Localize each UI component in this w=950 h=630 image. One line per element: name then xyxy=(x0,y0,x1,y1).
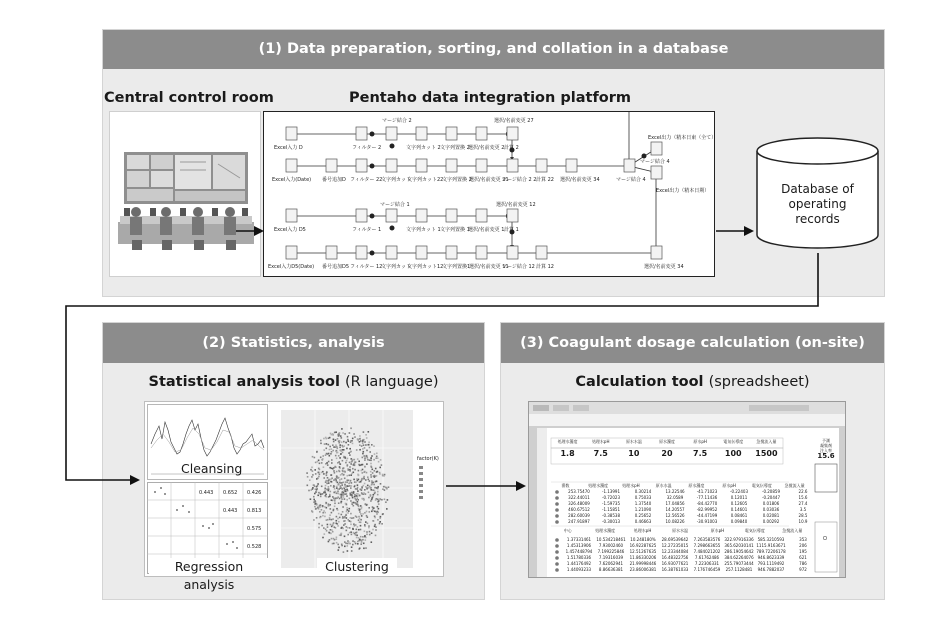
database-label-line-1: Database of xyxy=(781,182,854,196)
sheet-data-cell: 28.69539642 xyxy=(661,537,689,542)
svg-text:選択/名前変更 2: 選択/名前変更 2 xyxy=(468,145,505,151)
sheet-header-cell: 急撹流入量 xyxy=(782,528,803,533)
sheet-data-cell: 7.176746459 xyxy=(693,567,721,572)
sheet-data-cell: 0.30214 xyxy=(634,489,652,494)
sheet-data-cell: 1.37331461 xyxy=(566,537,592,542)
svg-text:Excel入力 D5: Excel入力 D5 xyxy=(274,227,306,233)
svg-text:Excel入力D5(Date): Excel入力D5(Date) xyxy=(268,264,315,270)
sheet-data-cell: 16.92287625 xyxy=(629,543,657,548)
sheet-data-cell: 972 xyxy=(799,567,807,572)
sheet-data-cell: 0.46663 xyxy=(634,519,652,524)
sheet-data-cell: -30.91003 xyxy=(696,519,718,524)
cleansing-caption: Cleansing xyxy=(181,461,243,476)
sheet-data-cell: 21.99998446 xyxy=(629,561,657,566)
sheet-data-cell: 7.93002460 xyxy=(598,543,624,548)
svg-text:文字列カット: 文字列カット xyxy=(381,177,411,183)
svg-text:計算 2: 計算 2 xyxy=(504,145,519,151)
control-room-label: Central control room xyxy=(104,90,274,106)
sheet-data-cell: -82.99952 xyxy=(696,507,718,512)
svg-text:文字列カット22: 文字列カット22 xyxy=(407,177,444,183)
sheet-data-cell: 7.62062941 xyxy=(598,561,624,566)
svg-text:選択/名前変更 34: 選択/名前変更 34 xyxy=(560,177,600,183)
panel-3-title: (3) Coagulant dosage calculation (on-site) xyxy=(501,323,884,363)
sheet-data-cell: 7.19316039 xyxy=(598,555,624,560)
svg-text:マージ結合 1: マージ結合 1 xyxy=(380,202,410,208)
sheet-header-cell: 原水pH xyxy=(722,483,736,488)
sheet-data-cell: 8.86636381 xyxy=(598,567,624,572)
calculation-tool-type: (spreadsheet) xyxy=(708,374,810,390)
sheet-data-cell: 16.38761033 xyxy=(661,567,689,572)
sheet-data-cell: 0.12011 xyxy=(730,495,748,500)
svg-text:文字列置換 2: 文字列置換 2 xyxy=(442,177,472,183)
sheet-data-cell: 0.12605 xyxy=(730,501,748,506)
svg-text:フィルター 22: フィルター 22 xyxy=(350,177,383,183)
sheet-data-cell: 206 xyxy=(799,543,807,548)
clustering-caption: Clustering xyxy=(317,558,397,576)
sheet-header-cell: 処理水pH xyxy=(591,439,610,444)
sheet-data-cell: -84.42770 xyxy=(696,501,718,506)
sheet-data-cell: 0.03036 xyxy=(762,507,780,512)
sheet-header-cell: 原水濁度 xyxy=(658,439,675,444)
svg-text:選択/名前変更 27: 選択/名前変更 27 xyxy=(494,118,534,124)
sheet-data-cell: 460.67512 xyxy=(568,507,590,512)
svg-text:計算 22: 計算 22 xyxy=(536,177,554,183)
regression-value: 0.652 xyxy=(223,490,238,496)
sheet-data-cell: -77.11436 xyxy=(696,495,718,500)
sheet-header-cell: 急撹流入量 xyxy=(784,483,805,488)
svg-text:フィルター 12: フィルター 12 xyxy=(350,264,383,270)
sheet-data-cell: 13.22546 xyxy=(665,489,685,494)
sheet-header-cell: 電気伝導度 xyxy=(751,483,772,488)
sheet-data-cell: 789.72206178 xyxy=(756,549,786,554)
svg-text:選択/名前変更 1: 選択/名前変更 1 xyxy=(468,227,505,233)
sheet-value-cell: 7.5 xyxy=(693,449,708,458)
svg-text:マージ結合 2 2: マージ結合 2 2 xyxy=(502,177,537,183)
sheet-header-cell: 電気伝導度 xyxy=(744,528,765,533)
sheet-data-cell: 793.1119492 xyxy=(757,561,785,566)
sheet-data-cell: 7.298663655 xyxy=(693,543,721,548)
sheet-data-cell: -1.59735 xyxy=(602,501,620,506)
svg-text:番号追加D: 番号追加D xyxy=(322,177,346,183)
svg-text:選択/名前変更 12: 選択/名前変更 12 xyxy=(496,202,536,208)
sheet-value-cell: 10 xyxy=(628,449,640,458)
calculation-tool-name: Calculation tool xyxy=(575,374,704,390)
sheet-data-cell: 23.86006381 xyxy=(629,567,657,572)
svg-text:番号追加D5: 番号追加D5 xyxy=(322,264,350,270)
sheet-data-cell: 14.20557 xyxy=(665,507,685,512)
sheet-result-value: 15.6 xyxy=(817,452,835,460)
sheet-data-cell: 0.14601 xyxy=(730,507,748,512)
sheet-data-cell: 7.484021202 xyxy=(693,549,721,554)
statistical-tool-name: Statistical analysis tool xyxy=(148,374,340,390)
sheet-header-cell: 番数 xyxy=(561,483,570,488)
sheet-data-cell: 27.4 xyxy=(798,501,808,506)
sheet-header-cell: 原水水温 xyxy=(671,528,688,533)
regression-value: 0.575 xyxy=(247,526,262,532)
svg-text:文字列カット: 文字列カット xyxy=(381,264,411,270)
sheet-data-cell: 7.22306331 xyxy=(694,561,720,566)
sheet-data-cell: 22.6 xyxy=(798,489,808,494)
regression-value: 0.426 xyxy=(247,490,262,496)
svg-text:文字列カット12: 文字列カット12 xyxy=(407,264,444,270)
svg-text:マージ結合 2: マージ結合 2 xyxy=(382,118,412,124)
svg-text:選択/名前変更 34: 選択/名前変更 34 xyxy=(644,264,684,270)
sheet-data-cell: -1.13991 xyxy=(602,489,620,494)
sheet-value-cell: 1.8 xyxy=(560,449,575,458)
clustering-axis-title: factor(K) xyxy=(417,456,439,462)
statistical-tool-language: (R language) xyxy=(344,374,439,390)
sheet-header-cell: 原水水温 xyxy=(625,439,642,444)
sheet-data-cell: 1.457448794 xyxy=(565,549,593,554)
sheet-data-cell: 195 xyxy=(799,549,807,554)
regression-value: 0.813 xyxy=(247,508,262,514)
svg-text:文字列カット 1: 文字列カット 1 xyxy=(406,227,441,233)
sheet-value-cell: 1500 xyxy=(755,449,778,458)
sheet-value-cell: 100 xyxy=(724,449,742,458)
sheet-data-cell: 946.8623339 xyxy=(757,555,785,560)
sheet-data-cell: 1.51780336 xyxy=(566,555,592,560)
sheet-header-cell: 原水pH xyxy=(693,439,707,444)
sheet-data-cell: 0.01806 xyxy=(762,501,780,506)
sheet-data-cell: 17.04856 xyxy=(665,501,685,506)
sheet-data-cell: 12.51267635 xyxy=(629,549,657,554)
sheet-data-cell: 0.75033 xyxy=(634,495,652,500)
sheet-data-cell: -0.20447 xyxy=(762,495,780,500)
sheet-data-cell: 16.48322756 xyxy=(661,555,689,560)
sheet-data-cell: 384.62264076 xyxy=(724,555,754,560)
sheet-data-cell: 286.19054642 xyxy=(724,549,754,554)
sheet-data-cell: 0.02081 xyxy=(762,513,780,518)
regression-caption: Regression analysis xyxy=(149,558,269,576)
sheet-result-label-line: 注入率 xyxy=(820,448,832,453)
sheet-header-cell: 原水水温 xyxy=(655,483,672,488)
sheet-data-cell: 7.263583576 xyxy=(693,537,721,542)
sheet-data-cell: 7.199225846 xyxy=(597,549,625,554)
svg-text:Excel入力 D: Excel入力 D xyxy=(274,145,303,151)
sheet-data-cell: 257.1128481 xyxy=(725,567,753,572)
sheet-data-cell: 10.08226 xyxy=(665,519,685,524)
sheet-data-cell: 15.6 xyxy=(798,495,808,500)
sheet-data-cell: 247.91897 xyxy=(568,519,590,524)
sheet-data-cell: 3.5 xyxy=(799,507,807,512)
sheet-header-cell: 原水濁度 xyxy=(688,483,705,488)
sheet-data-cell: 7.61762486 xyxy=(694,555,720,560)
database-label-line-2: operating xyxy=(788,197,847,211)
sheet-data-cell: 10.9 xyxy=(798,519,808,524)
svg-text:フィルター 2: フィルター 2 xyxy=(352,145,382,151)
svg-text:文字列置換 2: 文字列置換 2 xyxy=(440,145,470,151)
sheet-data-cell: 12.27235015 xyxy=(661,543,689,548)
panel-1-title: (1) Data preparation, sorting, and collation in a database xyxy=(103,30,884,69)
regression-value: 0.443 xyxy=(199,490,214,496)
sheet-header-cell: 原水pH xyxy=(710,528,725,533)
svg-text:計算 1: 計算 1 xyxy=(504,227,519,233)
sheet-header-cell: 処理水濁度 xyxy=(595,528,616,533)
sheet-data-cell: 0.09840 xyxy=(730,519,748,524)
sheet-data-cell: 786 xyxy=(799,561,807,566)
sheet-data-cell: 326.48009 xyxy=(568,501,590,506)
sheet-data-cell: 12.23344084 xyxy=(661,549,689,554)
svg-text:Excel出力（精本日東（全て））: Excel出力（精本日東（全て）） xyxy=(648,135,713,141)
sheet-data-cell: 10.534218461 xyxy=(596,537,626,542)
sheet-data-cell: 253.75470 xyxy=(568,489,590,494)
svg-text:文字列置換1: 文字列置換1 xyxy=(442,264,471,270)
sheet-header-cell: 電気伝導度 xyxy=(723,439,744,444)
arrow-database-to-statistics xyxy=(66,253,818,480)
sheet-data-cell: 28.5 xyxy=(798,513,808,518)
sheet-header-cell: 処理水pH xyxy=(633,528,652,533)
regression-value: 0.528 xyxy=(247,544,262,550)
sheet-data-cell: 353 xyxy=(799,537,807,542)
sheet-data-cell: 1.21090 xyxy=(634,507,652,512)
sheet-data-cell: 621 xyxy=(799,555,807,560)
sheet-data-cell: -1.15851 xyxy=(602,507,620,512)
sheet-data-cell: 322.97916336 xyxy=(724,537,754,542)
sheet-data-cell: 1.37540 xyxy=(634,501,652,506)
svg-text:マージ結合 4: マージ結合 4 xyxy=(616,177,646,183)
sheet-data-cell: 1.45313906 xyxy=(566,543,592,548)
svg-text:計算 12: 計算 12 xyxy=(536,264,554,270)
sheet-data-cell: -0.38538 xyxy=(602,513,620,518)
sheet-header-cell: 中心 xyxy=(563,528,572,533)
sheet-header-cell: 急撹流入量 xyxy=(756,439,777,444)
sheet-header-cell: 処理水濁度 xyxy=(588,483,609,488)
sheet-data-cell: 282.60039 xyxy=(568,513,590,518)
sheet-header-cell: 処理水pH xyxy=(622,483,640,488)
sheet-data-cell: 365.62030141 xyxy=(724,543,754,548)
sheet-data-cell: 1.44176492 xyxy=(566,561,592,566)
sheet-value-cell: 7.5 xyxy=(593,449,608,458)
svg-text:選択/名前変更 11: 選択/名前変更 11 xyxy=(469,264,509,270)
svg-text:文字列カット 2: 文字列カット 2 xyxy=(406,145,441,151)
sheet-data-cell: 1.44093233 xyxy=(566,567,592,572)
sheet-data-cell: -41.71023 xyxy=(696,489,718,494)
sheet-data-cell: -0.22403 xyxy=(730,489,748,494)
panel-2-title: (2) Statistics, analysis xyxy=(103,323,484,363)
svg-text:選択/名前変更 21: 選択/名前変更 21 xyxy=(469,177,509,183)
sheet-value-cell: 20 xyxy=(661,449,673,458)
svg-text:フィルター 1: フィルター 1 xyxy=(352,227,382,233)
sheet-data-cell: 0.08461 xyxy=(730,513,748,518)
svg-text:マージ結合 12: マージ結合 12 xyxy=(502,264,535,270)
database-label-line-3: records xyxy=(795,212,840,226)
pentaho-label: Pentaho data integration platform xyxy=(349,90,631,106)
sheet-header-cell: 処理水濁度 xyxy=(557,439,578,444)
regression-value: 0.443 xyxy=(223,508,238,514)
sheet-data-cell: 946.7882037 xyxy=(757,567,785,572)
svg-text:文字列置換 1: 文字列置換 1 xyxy=(440,227,470,233)
sheet-data-cell: 12.56526 xyxy=(665,513,685,518)
sheet-data-cell: -0.72023 xyxy=(602,495,620,500)
svg-text:Excel出力（精本日期）: Excel出力（精本日期） xyxy=(656,188,710,194)
sheet-data-cell: 10.248180% xyxy=(630,537,656,542)
sheet-result-label-line: 予測 xyxy=(822,438,830,443)
sheet-data-cell: 16.93077621 xyxy=(661,561,689,566)
sheet-data-cell: -0.30013 xyxy=(602,519,620,524)
sheet-data-cell: 322.44011 xyxy=(568,495,590,500)
svg-text:マージ結合 4: マージ結合 4 xyxy=(640,159,670,165)
sheet-data-cell: 32.0589 xyxy=(666,495,684,500)
sheet-data-cell: -44.47199 xyxy=(696,513,718,518)
sheet-data-cell: 0.00292 xyxy=(762,519,780,524)
svg-text:Excel入力(Date): Excel入力(Date) xyxy=(272,177,312,183)
sheet-data-cell: -0.20859 xyxy=(762,489,780,494)
sheet-data-cell: 585.3210593 xyxy=(757,537,785,542)
sheet-data-cell: 0.25652 xyxy=(634,513,652,518)
sheet-data-cell: 255.79073444 xyxy=(724,561,754,566)
sheet-data-cell: 1115.9163671 xyxy=(756,543,786,548)
sheet-result-label-line: 凝集剤 xyxy=(820,443,832,448)
sheet-data-cell: 11.86330206 xyxy=(629,555,657,560)
